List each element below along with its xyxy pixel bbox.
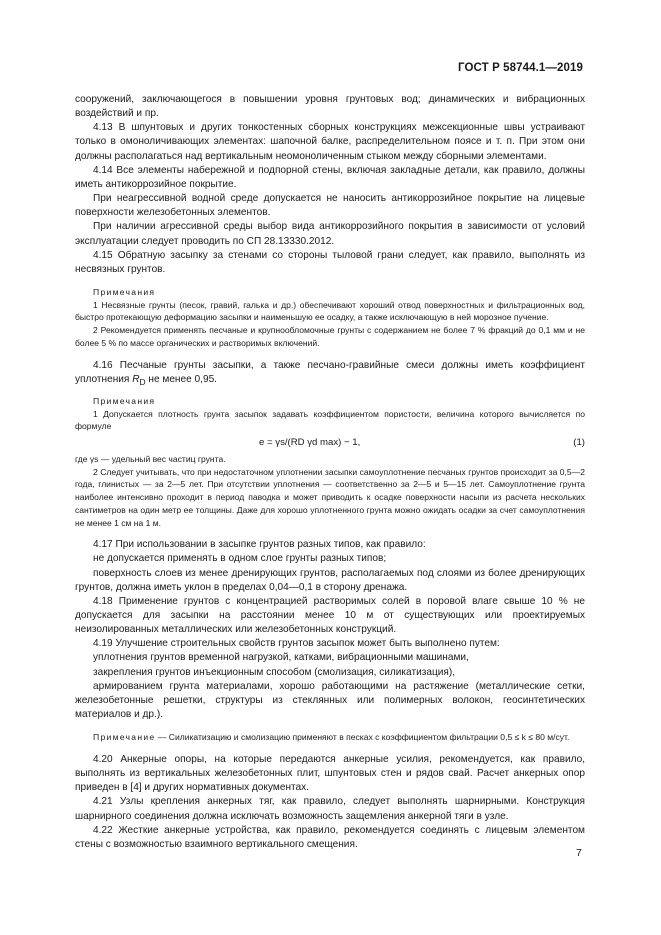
formula-1 [75, 433, 585, 453]
note-4-19-heading: Примечание [93, 732, 156, 743]
clause-4-19-item-1: уплотнения грунтов временной нагрузкой, катками, вибрационными машинами, [93, 652, 469, 664]
clause-4-16-text: 4.16 Песчаные грунты засыпки, а также песчано-гравийные смеси должны иметь коэффициент уплотнения [75, 359, 585, 385]
clause-4-20: 4.20 Анкерные опоры, на которые передаются анкерные усилия, рекомендуется, как правило, выполнять из вертикальных железобетонных плит, шпунтовых стен и рядов свай. Расчет анкерных опор приведен в [4] и других нормативных документах. [75, 753, 585, 794]
clause-4-17: 4.17 При использовании в засыпке грунтов разных типов, как правило: [93, 539, 426, 551]
note-4-19-text: — Силикатизацию и смолизацию применяют в песках с коэффициентом фильтрации 0,5 ≤ k ≤ 80 м/сут. [155, 732, 570, 743]
formula-expression: e = γs/(RD γd max) − 1, [259, 436, 361, 448]
note-4-16-1: 1 Допускается плотность грунта засыпок задавать коэффициентом пористости, величина которого вычисляется по формуле [75, 408, 585, 432]
rd-symbol: R [132, 373, 140, 385]
note-4-15-2: 2 Рекомендуется применять песчаные и крупнообломочные грунты с содержанием не более 7 % фракций до 0,1 мм и не более 5 % по массе органических и растворимых включений. [75, 325, 585, 348]
formula-where: где γs — удельный вес частиц грунта. [75, 453, 226, 464]
note-4-15-1: 1 Несвязные грунты (песок, гравий, галька и др.) обеспечивают хороший отвод поверхностных и фильтрационных вод, быстро протекающую деформацию засыпки и наименьшую ее осадку, а также исключающую в ней морозное пучение. [75, 299, 585, 323]
standard-header: ГОСТ Р 58744.1—2019 [458, 62, 583, 74]
clause-4-21: 4.21 Узлы крепления анкерных тяг, как правило, следует выполнять шарнирными. Конструкция шарнирного соединения должна исключать возможность защемления анкерной тяги в узле. [75, 796, 585, 822]
clause-4-14-non-aggressive: При неагрессивной водной среде допускается не наносить антикоррозийное покрытие на лицевые поверхности железобетонных элементов. [75, 193, 585, 219]
clause-4-16-tail: не менее 0,95. [145, 373, 217, 385]
rd-subscript: D [139, 376, 146, 387]
clause-4-22: 4.22 Жесткие анкерные устройства, как правило, рекомендуется соединять с лицевым элементом стены с возможностью взаимного вертикального смещения. [75, 824, 585, 850]
clause-4-15: 4.15 Обратную засыпку за стенами со стороны тыловой грани следует, как правило, выполнять из несвязных грунтов. [75, 249, 585, 275]
clause-4-18: 4.18 Применение грунтов с концентрацией растворимых солей в поровой влаге свыше 10 % не допускается для засыпки на расстоянии менее 10 м от существующих или проектируемых неизолированных металлических или железобетонных конструкций. [75, 595, 585, 636]
clause-4-14: 4.14 Все элементы набережной и подпорной стены, включая закладные детали, как правило, должны иметь антикоррозийное покрытие. [75, 164, 585, 190]
formula-number: (1) [573, 436, 585, 448]
notes-heading-4-15: Примечания [93, 287, 156, 298]
clause-4-13: 4.13 В шпунтовых и других тонкостенных сборных конструкциях межсекционные швы устраивают только в омоноличивающих элементах: шапочной балке, распределительном поясе и т. п. При этом они должны располагаться над вертикальным неомоноличенным стыком между сборными элементами. [75, 122, 585, 162]
note-4-19 [75, 731, 585, 744]
clause-4-17-item-1: не допускается применять в одном слое грунты разных типов; [93, 553, 387, 565]
clause-4-19: 4.19 Улучшение строительных свойств грунтов засыпок может быть выполнено путем: [93, 638, 500, 650]
clause-4-14-aggressive: При наличии агрессивной среды выбор вида антикоррозийного покрытия в зависимости от условий эксплуатации следует проводить по СП 28.13330.2012. [75, 221, 585, 247]
note-4-16-2: 2 Следует учитывать, что при недостаточном уплотнении засыпки самоуплотнение песчаных грунтов происходит за 0,5—2 года, глинистых — за 2—5 лет. При отсутствии уплотнения — соответственно за 2—5 и 5—15 лет. Самоуплотнение грунта наиболее интенсивно проходит в период паводка и может приводить к осадке поверхности насыпи из расчета нескольких сантиметров на один метр ее толщины. Даже для хорошо уплотненного грунта можно ожидать осадки за счет самоуплотнения не менее 1 см на 1 м. [75, 466, 585, 528]
clause-4-19-item-2: закрепления грунтов инъекционным способом (смолизация, силикатизация), [93, 666, 455, 678]
notes-heading-4-16: Примечания [93, 395, 156, 406]
clause-4-19-item-3: армированием грунта материалами, хорошо работающими на растяжение (металлические сетки, железобетонные решетки, структуры из стеклянных или полимерных волокон, геосинтетических материалов и др.). [75, 680, 585, 721]
clause-4-17-item-2: поверхность слоев из менее дренирующих грунтов, располагаемых под слоями из более дренирующих грунтов, должна иметь уклон в пределах 0,04—0,1 в сторону дренажа. [75, 567, 585, 593]
clause-4-16 [75, 359, 585, 389]
document-body [75, 93, 585, 852]
paragraph-continuation: сооружений, заключающегося в повышении уровня грунтовых вод; динамических и вибрационных воздействий и пр. [75, 94, 585, 120]
page-number: 7 [576, 847, 582, 859]
